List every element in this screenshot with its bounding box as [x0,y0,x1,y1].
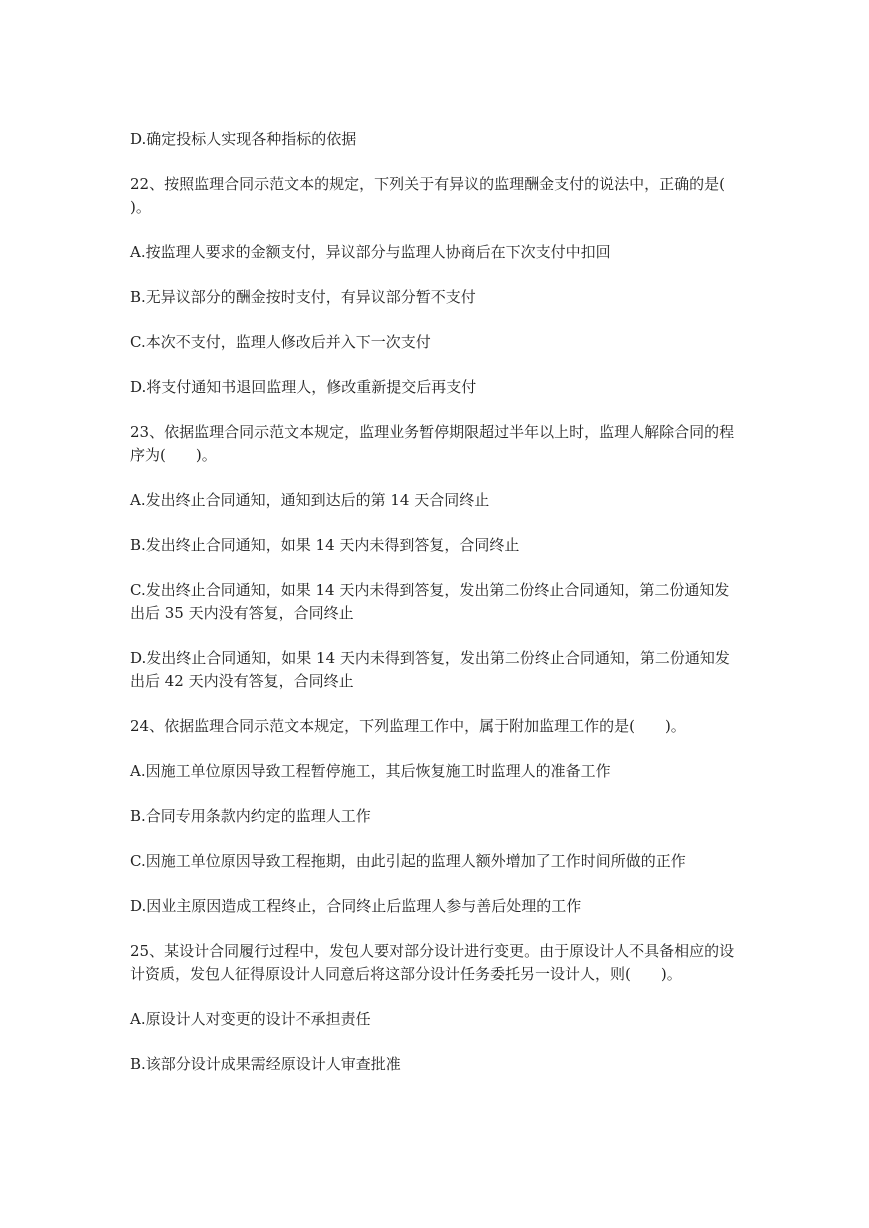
option-23-a: A.发出终止合同通知，通知到达后的第 14 天合同终止 [130,491,490,509]
option-23-c: C.发出终止合同通知，如果 14 天内未得到答复，发出第二份终止合同通知，第二份通知发出后 35 天内没有答复，合同终止 [130,581,730,622]
option-24-d: D.因业主原因造成工程终止，合同终止后监理人参与善后处理的工作 [130,897,582,915]
option-24-c: C.因施工单位原因导致工程拖期，由此引起的监理人额外增加了工作时间所做的正作 [130,852,686,870]
option-21-d: D.确定投标人实现各种指标的依据 [130,130,357,148]
option-25-b: B.该部分设计成果需经原设计人审查批准 [130,1055,401,1073]
question-24: 24、依据监理合同示范文本规定，下列监理工作中，属于附加监理工作的是( )。 [130,717,686,735]
option-23-d: D.发出终止合同通知，如果 14 天内未得到答复，发出第二份终止合同通知，第二份通知发出后 42 天内没有答复，合同终止 [130,649,730,690]
option-23-b: B.发出终止合同通知，如果 14 天内未得到答复，合同终止 [130,536,520,554]
question-22: 22、按照监理合同示范文本的规定，下列关于有异议的监理酬金支付的说法中，正确的是( )。 [130,175,755,216]
question-25: 25、某设计合同履行过程中，发包人要对部分设计进行变更。由于原设计人不具备相应的设计资质，发包人征得原设计人同意后将这部分设计任务委托另一设计人，则( )。 [130,942,735,983]
option-24-b: B.合同专用条款内约定的监理人工作 [130,807,371,825]
option-22-a: A.按监理人要求的金额支付，异议部分与监理人协商后在下次支付中扣回 [130,243,611,261]
option-25-a: A.原设计人对变更的设计不承担责任 [130,1010,371,1028]
question-23: 23、依据监理合同示范文本规定，监理业务暂停期限超过半年以上时，监理人解除合同的程序为( )。 [130,423,735,464]
option-22-c: C.本次不支付，监理人修改后并入下一次支付 [130,333,431,351]
option-22-d: D.将支付通知书退回监理人，修改重新提交后再支付 [130,378,477,396]
option-24-a: A.因施工单位原因导致工程暂停施工，其后恢复施工时监理人的准备工作 [130,762,611,780]
option-22-b: B.无异议部分的酬金按时支付，有异议部分暂不支付 [130,288,476,306]
